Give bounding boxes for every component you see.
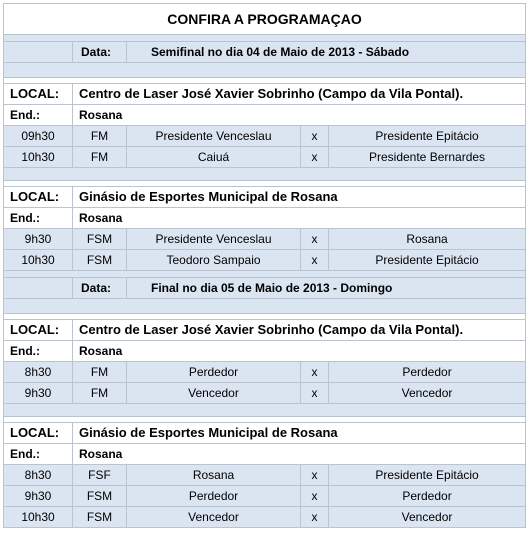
spacer-row bbox=[4, 63, 526, 78]
game-time: 10h30 bbox=[4, 147, 73, 168]
spacer-cell bbox=[4, 35, 526, 42]
versus-label: x bbox=[301, 126, 329, 147]
spacer-cell bbox=[4, 404, 526, 417]
away-team: Vencedor bbox=[329, 383, 526, 404]
date-row bbox=[4, 42, 526, 63]
game-category: FM bbox=[73, 126, 127, 147]
game-category: FSM bbox=[73, 486, 127, 507]
game-category: FSM bbox=[73, 507, 127, 528]
date-heading: Semifinal no dia 04 de Maio de 2013 - Sábado bbox=[127, 42, 526, 63]
date-label: Data: bbox=[73, 42, 127, 63]
local-label: LOCAL: bbox=[4, 187, 73, 208]
date-label-spacer bbox=[4, 42, 73, 63]
game-time: 8h30 bbox=[4, 465, 73, 486]
venue-name: Ginásio de Esportes Municipal de Rosana bbox=[73, 423, 526, 444]
spacer-row bbox=[4, 271, 526, 278]
game-row bbox=[4, 362, 526, 383]
game-time: 9h30 bbox=[4, 486, 73, 507]
versus-label: x bbox=[301, 383, 329, 404]
spacer-row bbox=[4, 168, 526, 181]
home-team: Perdedor bbox=[127, 486, 301, 507]
venue-name: Centro de Laser José Xavier Sobrinho (Campo da Vila Pontal). bbox=[73, 320, 526, 341]
versus-label: x bbox=[301, 147, 329, 168]
address-label: End.: bbox=[4, 208, 73, 229]
game-category: FM bbox=[73, 147, 127, 168]
game-category: FSM bbox=[73, 229, 127, 250]
venue-name: Ginásio de Esportes Municipal de Rosana bbox=[73, 187, 526, 208]
spacer-cell bbox=[4, 63, 526, 78]
game-row bbox=[4, 486, 526, 507]
venue-row bbox=[4, 320, 526, 341]
away-team: Presidente Epitácio bbox=[329, 250, 526, 271]
spacer-cell bbox=[4, 299, 526, 314]
home-team: Vencedor bbox=[127, 507, 301, 528]
away-team: Presidente Epitácio bbox=[329, 465, 526, 486]
venue-name: Centro de Laser José Xavier Sobrinho (Campo da Vila Pontal). bbox=[73, 84, 526, 105]
venue-row bbox=[4, 187, 526, 208]
address-label: End.: bbox=[4, 105, 73, 126]
home-team: Caiuá bbox=[127, 147, 301, 168]
game-row bbox=[4, 147, 526, 168]
away-team: Presidente Epitácio bbox=[329, 126, 526, 147]
away-team: Rosana bbox=[329, 229, 526, 250]
versus-label: x bbox=[301, 229, 329, 250]
game-time: 8h30 bbox=[4, 362, 73, 383]
away-team: Presidente Bernardes bbox=[329, 147, 526, 168]
home-team: Teodoro Sampaio bbox=[127, 250, 301, 271]
versus-label: x bbox=[301, 250, 329, 271]
address-row bbox=[4, 444, 526, 465]
address-row bbox=[4, 105, 526, 126]
away-team: Perdedor bbox=[329, 486, 526, 507]
game-row bbox=[4, 507, 526, 528]
spacer-cell bbox=[4, 271, 526, 278]
game-row bbox=[4, 465, 526, 486]
address-label: End.: bbox=[4, 444, 73, 465]
versus-label: x bbox=[301, 465, 329, 486]
address-value: Rosana bbox=[73, 105, 526, 126]
home-team: Vencedor bbox=[127, 383, 301, 404]
spacer-row bbox=[4, 404, 526, 417]
venue-row bbox=[4, 84, 526, 105]
home-team: Presidente Venceslau bbox=[127, 229, 301, 250]
home-team: Rosana bbox=[127, 465, 301, 486]
game-row bbox=[4, 229, 526, 250]
local-label: LOCAL: bbox=[4, 84, 73, 105]
game-category: FM bbox=[73, 362, 127, 383]
local-label: LOCAL: bbox=[4, 320, 73, 341]
away-team: Perdedor bbox=[329, 362, 526, 383]
spacer-row bbox=[4, 35, 526, 42]
date-label: Data: bbox=[73, 278, 127, 299]
game-time: 10h30 bbox=[4, 507, 73, 528]
spacer-row bbox=[4, 299, 526, 314]
date-row bbox=[4, 278, 526, 299]
game-time: 09h30 bbox=[4, 126, 73, 147]
address-label: End.: bbox=[4, 341, 73, 362]
address-row bbox=[4, 208, 526, 229]
game-time: 10h30 bbox=[4, 250, 73, 271]
spacer-cell bbox=[4, 168, 526, 181]
game-row bbox=[4, 126, 526, 147]
schedule-table bbox=[3, 3, 526, 528]
local-label: LOCAL: bbox=[4, 423, 73, 444]
page-title: CONFIRA A PROGRAMAÇAO bbox=[4, 4, 526, 35]
away-team: Vencedor bbox=[329, 507, 526, 528]
home-team: Presidente Venceslau bbox=[127, 126, 301, 147]
versus-label: x bbox=[301, 486, 329, 507]
address-value: Rosana bbox=[73, 208, 526, 229]
date-heading: Final no dia 05 de Maio de 2013 - Domingo bbox=[127, 278, 526, 299]
date-label-spacer bbox=[4, 278, 73, 299]
game-category: FM bbox=[73, 383, 127, 404]
game-row bbox=[4, 250, 526, 271]
game-category: FSM bbox=[73, 250, 127, 271]
game-category: FSF bbox=[73, 465, 127, 486]
home-team: Perdedor bbox=[127, 362, 301, 383]
versus-label: x bbox=[301, 362, 329, 383]
game-time: 9h30 bbox=[4, 229, 73, 250]
address-value: Rosana bbox=[73, 444, 526, 465]
versus-label: x bbox=[301, 507, 329, 528]
venue-row bbox=[4, 423, 526, 444]
address-row bbox=[4, 341, 526, 362]
game-time: 9h30 bbox=[4, 383, 73, 404]
address-value: Rosana bbox=[73, 341, 526, 362]
game-row bbox=[4, 383, 526, 404]
